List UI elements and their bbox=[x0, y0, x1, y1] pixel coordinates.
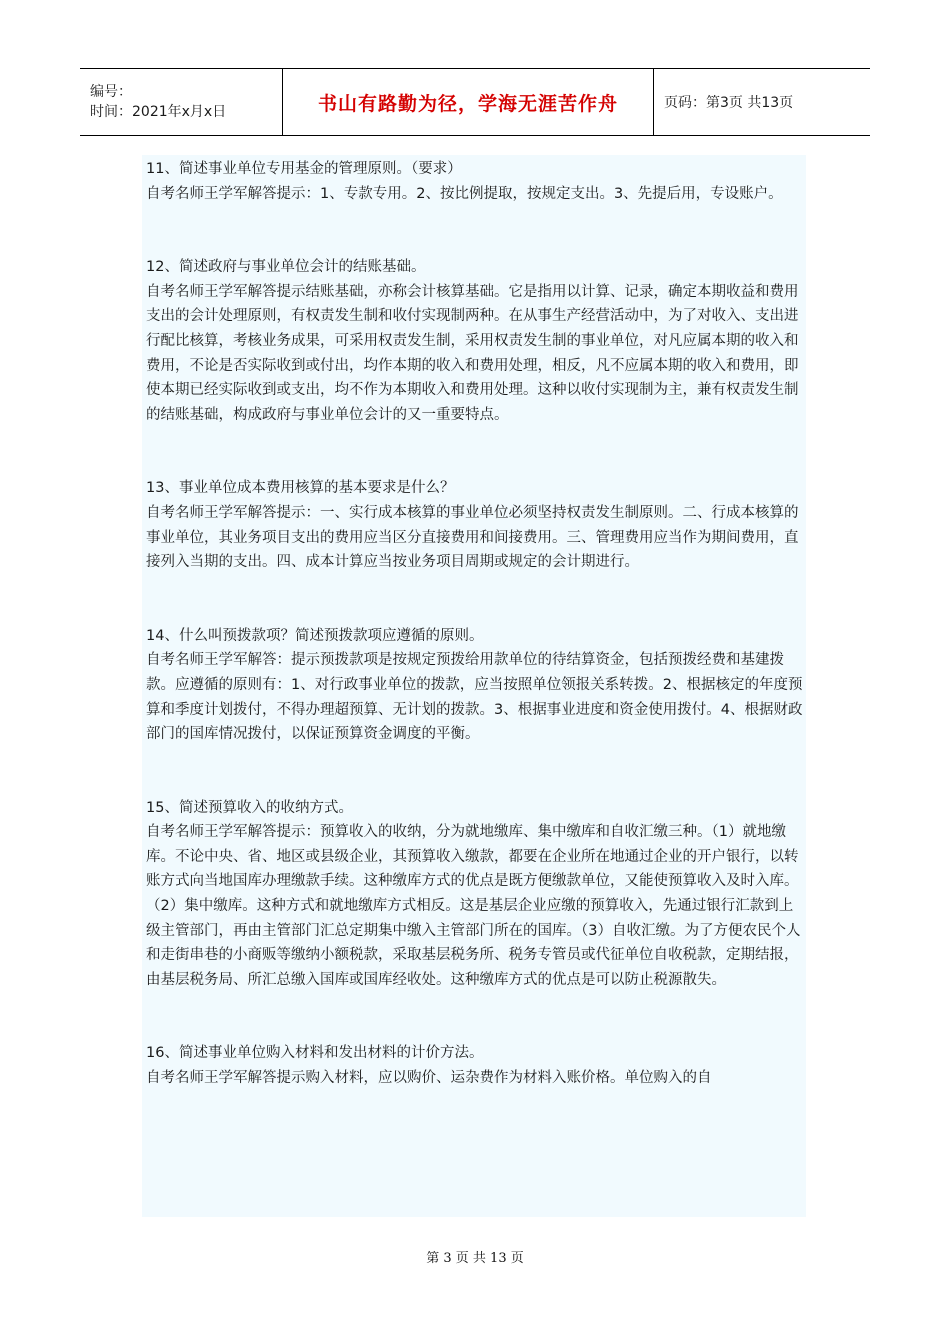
header-meta bbox=[80, 69, 283, 135]
answer: 自考名师王学军解答提示结账基础，亦称会计核算基础。它是指用以计算、记录，确定本期收益和费用支出的会计处理原则，有权责发生制和收付实现制两种。在从事生产经营活动中，为了对收入、支出进行配比核算，考核业务成果，可采用权责发生制，采用权责发生制的事业单位，对凡应属本期的收入和费用，不论是否实际收到或付出，均作本期的收入和费用处理，相反，凡不应属本期的收入和费用，即使本期已经实际收到或支出，均不作为本期收入和费用处理。这种以收付实现制为主，兼有权责发生制的结账基础，构成政府与事业单位会计的又一重要特点。 bbox=[146, 283, 799, 423]
motto: 书山有路勤为径，学海无涯苦作舟 bbox=[317, 92, 618, 115]
question: 12、简述政府与事业单位会计的结账基础。 bbox=[146, 259, 426, 276]
answer: 自考名师王学军解答提示：预算收入的收纳，分为就地缴库、集中缴库和自收汇缴三种。（1）就地缴库。不论中央、省、地区或县级企业，其预算收入缴款，都要在企业所在地通过企业的开户银行，以转账方式向当地国库办理缴款手续。这种缴库方式的优点是既方便缴款单位，又能使预算收入及时入库。（2）集中缴库。这种方式和就地缴库方式相反。这是基层企业应缴的预算收入，先通过银行汇款到上级主管部门，再由主管部门汇总定期集中缴入主管部门所在的国库。（3）自收汇缴。为了方便农民个人和走街串巷的小商贩等缴纳小额税款，采取基层税务所、税务专管员或代征单位自收税款，定期结报，由基层税务局、所汇总缴入国库或国库经收处。这种缴库方式的优点是可以防止税源散失。 bbox=[146, 824, 801, 988]
question: 13、事业单位成本费用核算的基本要求是什么？ bbox=[146, 480, 455, 497]
document-body bbox=[142, 155, 806, 1217]
qa-item bbox=[146, 157, 806, 206]
header-page-cell bbox=[654, 69, 870, 135]
header-motto-cell bbox=[283, 69, 654, 135]
answer: 自考名师王学军解答提示：一、实行成本核算的事业单位必须坚持权责发生制原则。二、行成本核算的事业单位，其业务项目支出的费用应当区分直接费用和间接费用。三、管理费用应当作为期间费用，直接列入当期的支出。四、成本计算应当按业务项目周期或规定的会计期进行。 bbox=[146, 504, 799, 571]
page-footer: 第 3 页 共 13 页 bbox=[426, 1251, 524, 1266]
answer: 自考名师王学军解答：提示预拨款项是按规定预拨给用款单位的待结算资金，包括预拨经费和基建拨款。应遵循的原则有：1、对行政事业单位的拨款，应当按照单位领报关系转拨。2、根据核定的年度预算和季度计划拨付，不得办理超预算、无计划的拨款。3、根据事业进度和资金使用拨付。4、根据财政部门的国库情况拨付，以保证预算资金调度的平衡。 bbox=[146, 652, 803, 743]
question: 14、什么叫预拨款项？简述预拨款项应遵循的原则。 bbox=[146, 627, 484, 644]
date-label: 时间：2021年x月x日 bbox=[90, 104, 227, 120]
answer: 自考名师王学军解答提示：1、专款专用。2、按比例提取，按规定支出。3、先提后用，专设账户。 bbox=[146, 185, 783, 202]
question: 16、简述事业单位购入材料和发出材料的计价方法。 bbox=[146, 1045, 484, 1062]
question: 15、简述预算收入的收纳方式。 bbox=[146, 799, 353, 816]
serial-label: 编号： bbox=[90, 84, 132, 100]
qa-item bbox=[146, 1041, 806, 1090]
answer: 自考名师王学军解答提示购入材料，应以购价、运杂费作为材料入账价格。单位购入的自 bbox=[146, 1070, 712, 1087]
qa-item bbox=[146, 255, 806, 427]
question: 11、简述事业单位专用基金的管理原则。（要求） bbox=[146, 161, 462, 177]
qa-item bbox=[146, 796, 806, 993]
page-label: 页码：第3页 共13页 bbox=[664, 95, 794, 111]
qa-item bbox=[146, 624, 806, 747]
qa-item bbox=[146, 476, 806, 574]
page-header bbox=[80, 68, 870, 136]
